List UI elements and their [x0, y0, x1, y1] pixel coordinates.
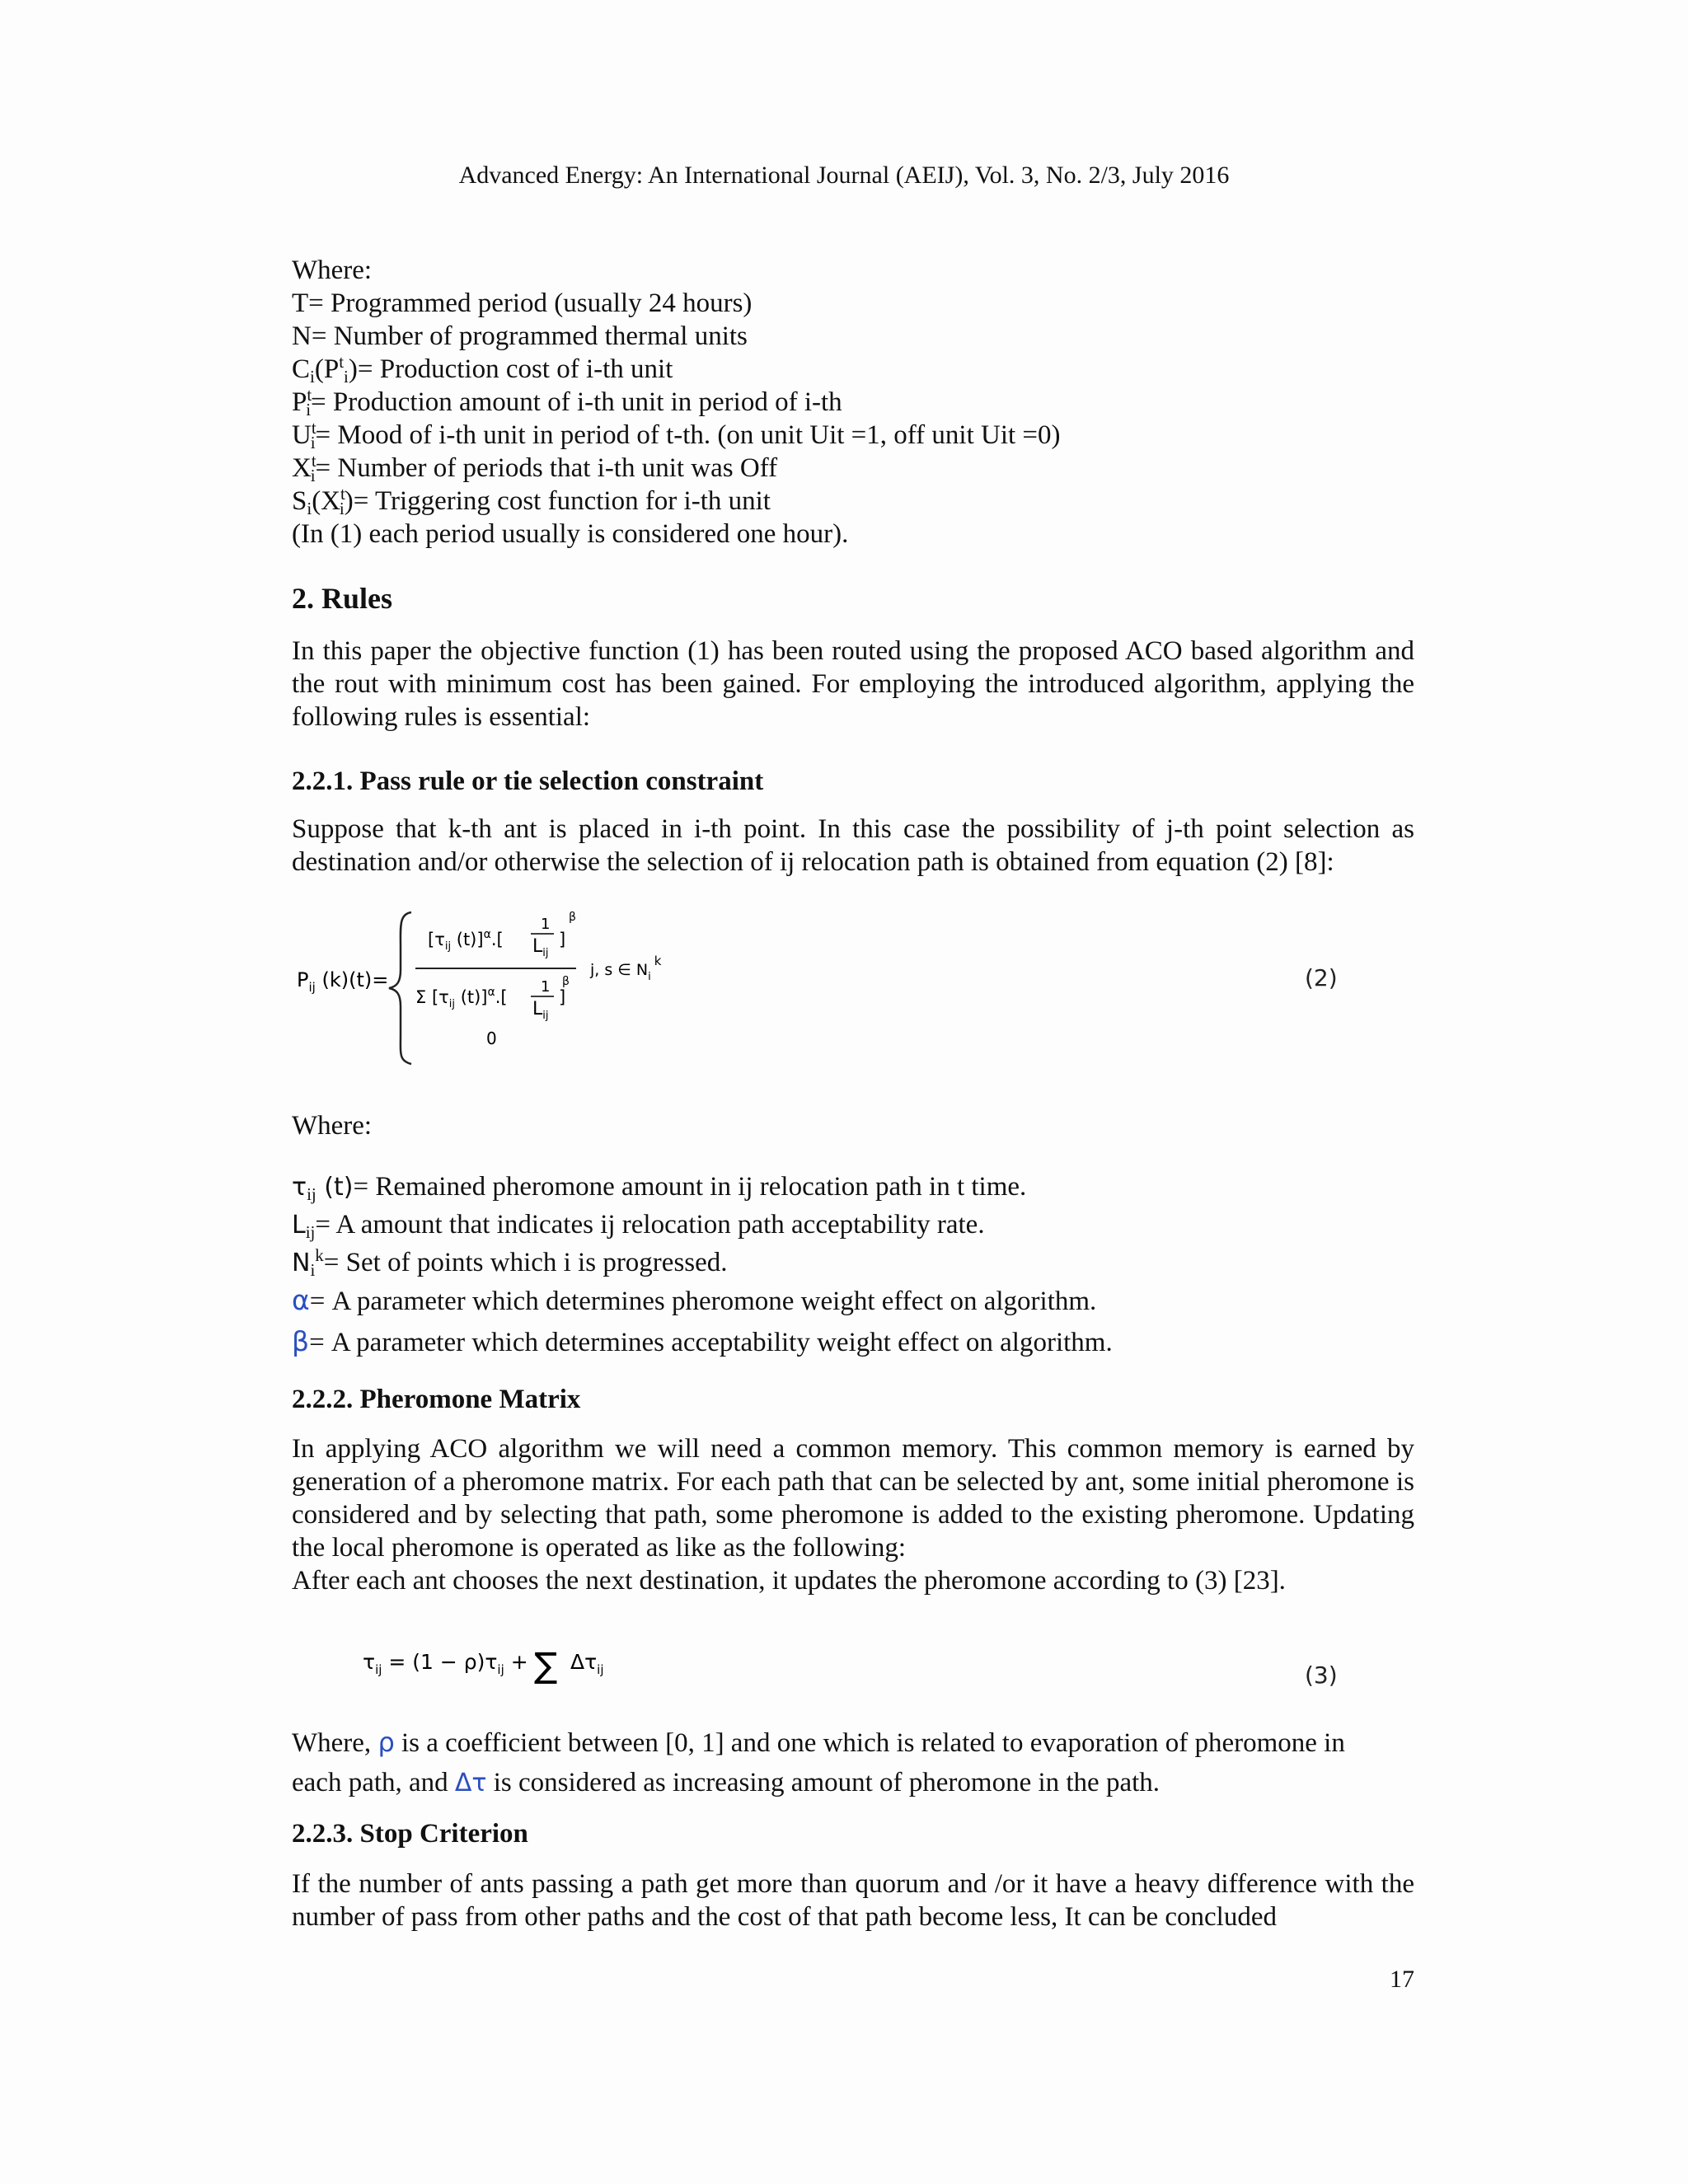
def-text: = Production amount of i-th unit in period of i-th: [311, 387, 842, 417]
paragraph: After each ant chooses the next destination, it updates the pheromone according to (3) [23].: [292, 1566, 1286, 1596]
def-text: = Remained pheromone amount in ij relocation path in t time.: [353, 1172, 1027, 1202]
sub-i: i: [306, 400, 312, 419]
eq2-beta: β: [562, 975, 570, 988]
def-note: (In (1) each period usually is considered one hour).: [292, 519, 849, 549]
def-X: [292, 452, 1414, 485]
eq3-delta: $\Delta\tau_{ij}$: [570, 1650, 604, 1677]
equation-number: (3): [1305, 1661, 1338, 1689]
subsection-heading: 2.2.3. Stop Criterion: [292, 1819, 528, 1849]
sub-i: i: [310, 433, 316, 452]
def-tau: [292, 1170, 1414, 1208]
sym-X: X: [292, 453, 312, 483]
def-beta: [292, 1325, 1414, 1363]
section-heading: 2. Rules: [292, 582, 393, 615]
text: Where,: [292, 1728, 378, 1758]
eq2-L: $L_{ij}$: [532, 999, 549, 1022]
where-paragraph: [292, 1722, 1414, 1803]
sym-U: U: [292, 420, 312, 450]
eq2-one: 1: [541, 978, 551, 996]
sup-t: t: [311, 451, 316, 471]
sup-t: t: [340, 484, 345, 504]
eq2-lhs: $P_{ij}$ (k)(t)=: [297, 968, 389, 995]
paragraph: If the number of ants passing a path get more than quorum and /or it have a heavy difference with the number of pass from other paths and the cost of that path become less, It can be concluded: [292, 1869, 1414, 1932]
def-C: [292, 353, 1414, 386]
eq2-L: $L_{ij}$: [532, 936, 549, 959]
definitions-block: [292, 1170, 1414, 1363]
def-N-set: [292, 1246, 1414, 1284]
def-text: = A amount that indicates ij relocation path acceptability rate.: [315, 1210, 985, 1240]
subsection-heading: 2.2.1. Pass rule or tie selection constraint: [292, 766, 764, 796]
text: each path, and: [292, 1768, 455, 1797]
sub-i: i: [310, 1260, 316, 1280]
where-label: Where:: [292, 1111, 373, 1141]
def-text: = Number of periods that i-th unit was Off: [315, 453, 778, 483]
sup-t: t: [311, 418, 316, 438]
def-text: = Set of points which i is progressed.: [323, 1248, 728, 1277]
sym-L: L: [292, 1211, 306, 1240]
def-text: = A parameter which determines acceptability weight effect on algorithm.: [309, 1328, 1113, 1357]
sym-tau: τ: [292, 1173, 307, 1202]
eq2-close: ]: [559, 930, 566, 949]
curly-brace: [389, 912, 411, 1064]
where-label: Where:: [292, 255, 373, 285]
sup-t: t: [307, 385, 312, 405]
eq2-close: ]: [559, 987, 566, 1007]
page-number: 17: [1390, 1966, 1414, 1993]
where-line-2: [292, 1763, 1414, 1803]
sym-t: (t): [316, 1173, 354, 1202]
sub-i: i: [310, 466, 316, 485]
sup-k: k: [315, 1245, 324, 1265]
equation-2: [292, 902, 1414, 1067]
sup-t: t: [339, 352, 345, 372]
def-text: = Mood of i-th unit in period of t-th. (on unit Uit =1, off unit Uit =0): [315, 420, 1061, 450]
sub-i: i: [307, 499, 312, 518]
def-alpha: [292, 1284, 1414, 1325]
paragraph: In this paper the objective function (1) has been routed using the proposed ACO based algorithm and the rout with minimum cost has been gained. For employing the introduced algorithm, applying the following rules is essential:: [292, 636, 1414, 732]
sym-beta: β: [292, 1325, 310, 1357]
sub-i: i: [339, 499, 345, 518]
sym-N: N: [292, 1249, 311, 1277]
eq2-numerator: [$\tau_{ij}$ (t)]$^\alpha$.[: [428, 928, 504, 953]
def-U: [292, 419, 1414, 452]
eq3-sum: ∑: [534, 1645, 558, 1685]
definitions-block: [292, 254, 1414, 551]
sym-S: S: [292, 486, 307, 516]
def-T: T= Programmed period (usually 24 hours): [292, 288, 753, 318]
eq2-zero: 0: [486, 1029, 497, 1048]
sym-C: C: [292, 354, 311, 384]
sym-X: (X: [312, 486, 341, 516]
def-text: )= Triggering cost function for i-th unit: [344, 486, 771, 516]
sub-ij: ij: [307, 1184, 316, 1204]
def-text: = A parameter which determines pheromone weight effect on algorithm.: [309, 1286, 1097, 1316]
sub-i: i: [310, 367, 315, 387]
sym-P: (P: [314, 354, 340, 384]
sub-ij: ij: [305, 1222, 316, 1242]
eq2-one: 1: [541, 916, 551, 933]
eq2-beta: β: [569, 911, 576, 924]
sym-rho: ρ: [377, 1727, 395, 1758]
def-text: )= Production cost of i-th unit: [348, 354, 673, 384]
sym-alpha: α: [292, 1284, 310, 1316]
paragraph: In applying ACO algorithm we will need a common memory. This common memory is earned by generation of a pheromone matrix. For each path that can be selected by ant, some initial pheromone is considered and by selecting that path, some pheromone is added to the existing pheromone. Updating the local pheromone is operated as like as the following:: [292, 1434, 1414, 1563]
eq2-condition: j, s ∈ $N_i^k$: [590, 954, 662, 983]
sub-i: i: [344, 367, 349, 387]
equation-number: (2): [1305, 964, 1338, 991]
def-P: [292, 386, 1414, 419]
def-L: [292, 1208, 1414, 1246]
eq3-lhs: $\tau_{ij} = (1 - \rho)\tau_{ij}$ +: [363, 1650, 528, 1677]
eq2-denominator: Σ [$\tau_{ij}$ (t)]$^\alpha$.[: [415, 986, 508, 1010]
where-line-1: [292, 1722, 1414, 1763]
paragraph: Suppose that k-th ant is placed in i-th point. In this case the possibility of j-th point selection as destination and/or otherwise the selection of ij relocation path is obtained from equation (2) [8]:: [292, 814, 1414, 877]
equation-3: [354, 1636, 684, 1694]
text: is a coefficient between [0, 1] and one which is related to evaporation of pheromone in: [394, 1728, 1345, 1758]
def-S: [292, 485, 1414, 518]
sym-P: P: [292, 387, 307, 417]
running-header: Advanced Energy: An International Journal (AEIJ), Vol. 3, No. 2/3, July 2016: [458, 162, 1230, 189]
subsection-heading: 2.2.2. Pheromone Matrix: [292, 1385, 581, 1414]
def-N: N= Number of programmed thermal units: [292, 321, 748, 351]
text: is considered as increasing amount of pheromone in the path.: [486, 1768, 1160, 1797]
sym-delta-tau: Δτ: [454, 1769, 487, 1797]
